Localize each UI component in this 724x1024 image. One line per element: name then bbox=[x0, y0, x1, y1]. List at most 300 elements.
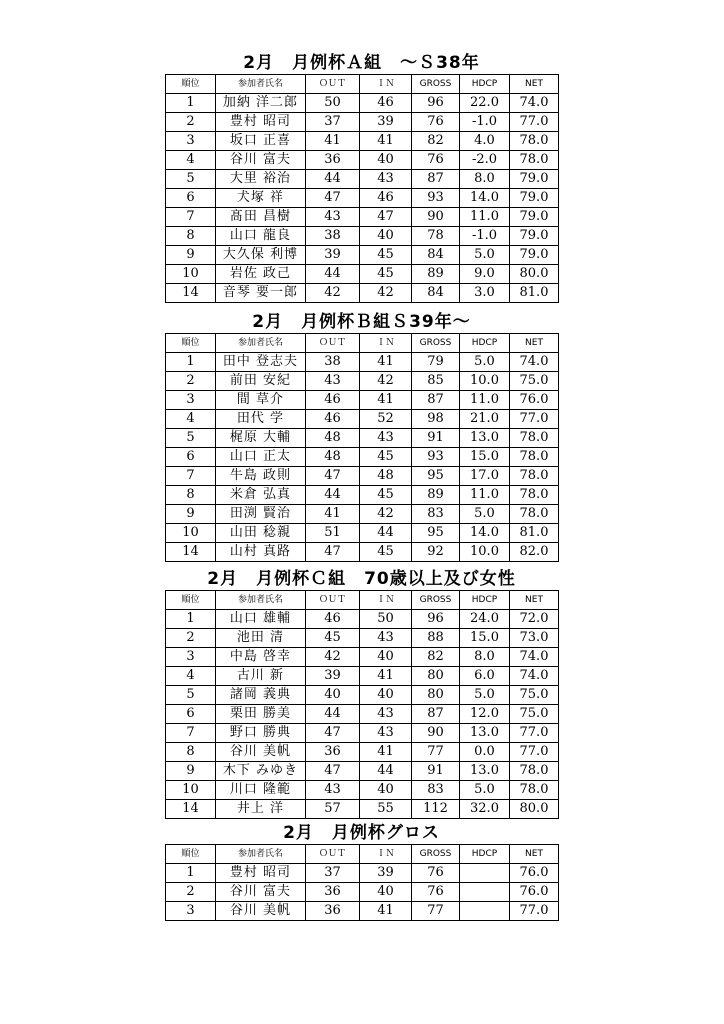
net-cell: 78.0 bbox=[510, 781, 559, 800]
out-cell: 42 bbox=[306, 648, 360, 667]
player-name-cell: 木下 みゆき bbox=[216, 762, 306, 781]
table-header-row bbox=[166, 591, 559, 610]
table-row bbox=[166, 265, 559, 284]
hdcp-cell: 21.0 bbox=[460, 410, 510, 429]
out-cell: 44 bbox=[306, 486, 360, 505]
hdcp-cell: 15.0 bbox=[460, 629, 510, 648]
column-header: 参加者氏名 bbox=[216, 591, 306, 610]
out-cell: 44 bbox=[306, 170, 360, 189]
out-cell: 41 bbox=[306, 505, 360, 524]
table-row bbox=[166, 448, 559, 467]
table-row bbox=[166, 227, 559, 246]
player-name-cell: 山口 龍良 bbox=[216, 227, 306, 246]
table-row bbox=[166, 505, 559, 524]
table-row bbox=[166, 284, 559, 303]
column-header: 参加者氏名 bbox=[216, 845, 306, 864]
table-row bbox=[166, 132, 559, 151]
net-cell: 74.0 bbox=[510, 667, 559, 686]
table-row bbox=[166, 353, 559, 372]
section-gross bbox=[165, 822, 558, 921]
out-cell: 57 bbox=[306, 800, 360, 819]
rank-cell: 5 bbox=[166, 429, 216, 448]
results-table bbox=[165, 590, 559, 819]
net-cell: 78.0 bbox=[510, 151, 559, 170]
hdcp-cell: 10.0 bbox=[460, 372, 510, 391]
table-row bbox=[166, 610, 559, 629]
in-cell: 43 bbox=[360, 629, 412, 648]
rank-cell: 5 bbox=[166, 686, 216, 705]
out-cell: 50 bbox=[306, 94, 360, 113]
column-header: 順位 bbox=[166, 591, 216, 610]
hdcp-cell bbox=[460, 902, 510, 921]
table-row bbox=[166, 705, 559, 724]
out-cell: 43 bbox=[306, 781, 360, 800]
hdcp-cell: 32.0 bbox=[460, 800, 510, 819]
net-cell: 79.0 bbox=[510, 246, 559, 265]
table-header-row bbox=[166, 845, 559, 864]
in-cell: 45 bbox=[360, 448, 412, 467]
hdcp-cell bbox=[460, 864, 510, 883]
player-name-cell: 野口 勝典 bbox=[216, 724, 306, 743]
section-title: 2月 月例杯Ｃ組 70歳以上及び女性 bbox=[207, 569, 516, 589]
in-cell: 40 bbox=[360, 883, 412, 902]
column-header: 参加者氏名 bbox=[216, 75, 306, 94]
out-cell: 47 bbox=[306, 189, 360, 208]
rank-cell: 1 bbox=[166, 610, 216, 629]
gross-cell: 76 bbox=[412, 864, 460, 883]
hdcp-cell: 5.0 bbox=[460, 781, 510, 800]
table-row bbox=[166, 743, 559, 762]
rank-cell: 4 bbox=[166, 667, 216, 686]
out-cell: 47 bbox=[306, 467, 360, 486]
player-name-cell: 谷川 美帆 bbox=[216, 902, 306, 921]
table-row bbox=[166, 391, 559, 410]
table-row bbox=[166, 410, 559, 429]
rank-cell: 5 bbox=[166, 170, 216, 189]
player-name-cell: 谷川 富夫 bbox=[216, 883, 306, 902]
hdcp-cell: 10.0 bbox=[460, 543, 510, 562]
net-cell: 81.0 bbox=[510, 524, 559, 543]
net-cell: 77.0 bbox=[510, 902, 559, 921]
gross-cell: 77 bbox=[412, 902, 460, 921]
table-row bbox=[166, 724, 559, 743]
hdcp-cell: 11.0 bbox=[460, 391, 510, 410]
table-row bbox=[166, 648, 559, 667]
in-cell: 41 bbox=[360, 902, 412, 921]
player-name-cell: 岩佐 政己 bbox=[216, 265, 306, 284]
table-row bbox=[166, 94, 559, 113]
gross-cell: 83 bbox=[412, 781, 460, 800]
net-cell: 79.0 bbox=[510, 208, 559, 227]
section-a bbox=[165, 52, 558, 303]
hdcp-cell: 6.0 bbox=[460, 667, 510, 686]
gross-cell: 76 bbox=[412, 883, 460, 902]
out-cell: 51 bbox=[306, 524, 360, 543]
gross-cell: 77 bbox=[412, 743, 460, 762]
net-cell: 77.0 bbox=[510, 113, 559, 132]
net-cell: 80.0 bbox=[510, 800, 559, 819]
in-cell: 42 bbox=[360, 372, 412, 391]
hdcp-cell: 5.0 bbox=[460, 505, 510, 524]
player-name-cell: 山田 稔親 bbox=[216, 524, 306, 543]
rank-cell: 4 bbox=[166, 410, 216, 429]
table-row bbox=[166, 762, 559, 781]
gross-cell: 96 bbox=[412, 94, 460, 113]
column-header: NET bbox=[510, 334, 559, 353]
in-cell: 43 bbox=[360, 170, 412, 189]
player-name-cell: 坂口 正喜 bbox=[216, 132, 306, 151]
gross-cell: 90 bbox=[412, 724, 460, 743]
in-cell: 41 bbox=[360, 667, 412, 686]
out-cell: 36 bbox=[306, 883, 360, 902]
rank-cell: 4 bbox=[166, 151, 216, 170]
net-cell: 74.0 bbox=[510, 648, 559, 667]
out-cell: 47 bbox=[306, 543, 360, 562]
player-name-cell: 豊村 昭司 bbox=[216, 113, 306, 132]
column-header: NET bbox=[510, 591, 559, 610]
out-cell: 48 bbox=[306, 448, 360, 467]
column-header: 順位 bbox=[166, 845, 216, 864]
player-name-cell: 諸岡 義典 bbox=[216, 686, 306, 705]
section-c bbox=[165, 568, 558, 819]
table-row bbox=[166, 429, 559, 448]
table-row bbox=[166, 151, 559, 170]
gross-cell: 87 bbox=[412, 391, 460, 410]
in-cell: 41 bbox=[360, 353, 412, 372]
out-cell: 38 bbox=[306, 353, 360, 372]
in-cell: 44 bbox=[360, 762, 412, 781]
in-cell: 43 bbox=[360, 705, 412, 724]
in-cell: 45 bbox=[360, 246, 412, 265]
player-name-cell: 川口 隆範 bbox=[216, 781, 306, 800]
hdcp-cell: 4.0 bbox=[460, 132, 510, 151]
gross-cell: 98 bbox=[412, 410, 460, 429]
column-header: ＯＵＴ bbox=[306, 75, 360, 94]
out-cell: 41 bbox=[306, 132, 360, 151]
column-header: GROSS bbox=[412, 334, 460, 353]
table-row bbox=[166, 902, 559, 921]
player-name-cell: 髙田 昌樹 bbox=[216, 208, 306, 227]
gross-cell: 95 bbox=[412, 524, 460, 543]
rank-cell: 10 bbox=[166, 265, 216, 284]
column-header: GROSS bbox=[412, 591, 460, 610]
table-row bbox=[166, 524, 559, 543]
net-cell: 79.0 bbox=[510, 189, 559, 208]
gross-cell: 85 bbox=[412, 372, 460, 391]
gross-cell: 91 bbox=[412, 429, 460, 448]
gross-cell: 89 bbox=[412, 486, 460, 505]
hdcp-cell: 3.0 bbox=[460, 284, 510, 303]
column-header: ＩＮ bbox=[360, 334, 412, 353]
rank-cell: 6 bbox=[166, 705, 216, 724]
gross-cell: 93 bbox=[412, 448, 460, 467]
player-name-cell: 中島 啓幸 bbox=[216, 648, 306, 667]
hdcp-cell bbox=[460, 883, 510, 902]
player-name-cell: 間 草介 bbox=[216, 391, 306, 410]
column-header: ＩＮ bbox=[360, 591, 412, 610]
in-cell: 42 bbox=[360, 284, 412, 303]
player-name-cell: 栗田 勝美 bbox=[216, 705, 306, 724]
out-cell: 48 bbox=[306, 429, 360, 448]
table-header-row bbox=[166, 334, 559, 353]
gross-cell: 92 bbox=[412, 543, 460, 562]
player-name-cell: 田代 学 bbox=[216, 410, 306, 429]
gross-cell: 84 bbox=[412, 246, 460, 265]
out-cell: 37 bbox=[306, 113, 360, 132]
hdcp-cell: -1.0 bbox=[460, 227, 510, 246]
in-cell: 45 bbox=[360, 543, 412, 562]
in-cell: 43 bbox=[360, 429, 412, 448]
in-cell: 47 bbox=[360, 208, 412, 227]
table-row bbox=[166, 629, 559, 648]
column-header: ＩＮ bbox=[360, 845, 412, 864]
rank-cell: 2 bbox=[166, 883, 216, 902]
net-cell: 78.0 bbox=[510, 467, 559, 486]
rank-cell: 1 bbox=[166, 353, 216, 372]
out-cell: 39 bbox=[306, 667, 360, 686]
player-name-cell: 大里 裕治 bbox=[216, 170, 306, 189]
table-header-row bbox=[166, 75, 559, 94]
rank-cell: 3 bbox=[166, 391, 216, 410]
player-name-cell: 山村 真路 bbox=[216, 543, 306, 562]
table-row bbox=[166, 189, 559, 208]
gross-cell: 84 bbox=[412, 284, 460, 303]
rank-cell: 8 bbox=[166, 486, 216, 505]
in-cell: 39 bbox=[360, 113, 412, 132]
net-cell: 77.0 bbox=[510, 410, 559, 429]
in-cell: 40 bbox=[360, 227, 412, 246]
rank-cell: 14 bbox=[166, 543, 216, 562]
out-cell: 46 bbox=[306, 610, 360, 629]
net-cell: 78.0 bbox=[510, 762, 559, 781]
hdcp-cell: 13.0 bbox=[460, 724, 510, 743]
player-name-cell: 梶原 大輔 bbox=[216, 429, 306, 448]
rank-cell: 9 bbox=[166, 505, 216, 524]
net-cell: 75.0 bbox=[510, 372, 559, 391]
gross-cell: 82 bbox=[412, 648, 460, 667]
net-cell: 76.0 bbox=[510, 391, 559, 410]
rank-cell: 9 bbox=[166, 762, 216, 781]
out-cell: 45 bbox=[306, 629, 360, 648]
column-header: HDCP bbox=[460, 334, 510, 353]
out-cell: 46 bbox=[306, 391, 360, 410]
net-cell: 78.0 bbox=[510, 505, 559, 524]
rank-cell: 6 bbox=[166, 189, 216, 208]
rank-cell: 3 bbox=[166, 132, 216, 151]
table-row bbox=[166, 543, 559, 562]
hdcp-cell: 11.0 bbox=[460, 208, 510, 227]
gross-cell: 80 bbox=[412, 686, 460, 705]
player-name-cell: 山口 正太 bbox=[216, 448, 306, 467]
gross-cell: 91 bbox=[412, 762, 460, 781]
rank-cell: 7 bbox=[166, 208, 216, 227]
net-cell: 72.0 bbox=[510, 610, 559, 629]
player-name-cell: 大久保 利博 bbox=[216, 246, 306, 265]
in-cell: 48 bbox=[360, 467, 412, 486]
player-name-cell: 犬塚 祥 bbox=[216, 189, 306, 208]
rank-cell: 8 bbox=[166, 743, 216, 762]
in-cell: 40 bbox=[360, 648, 412, 667]
rank-cell: 8 bbox=[166, 227, 216, 246]
hdcp-cell: 5.0 bbox=[460, 353, 510, 372]
out-cell: 42 bbox=[306, 284, 360, 303]
hdcp-cell: 12.0 bbox=[460, 705, 510, 724]
rank-cell: 6 bbox=[166, 448, 216, 467]
net-cell: 74.0 bbox=[510, 94, 559, 113]
section-title: 2月 月例杯Ｂ組Ｓ39年～ bbox=[252, 312, 471, 332]
player-name-cell: 豊村 昭司 bbox=[216, 864, 306, 883]
in-cell: 40 bbox=[360, 151, 412, 170]
player-name-cell: 池田 清 bbox=[216, 629, 306, 648]
column-header: HDCP bbox=[460, 75, 510, 94]
section-title: 2月 月例杯Ａ組 ～Ｓ38年 bbox=[243, 53, 480, 73]
table-row bbox=[166, 113, 559, 132]
table-row bbox=[166, 800, 559, 819]
player-name-cell: 牛島 政則 bbox=[216, 467, 306, 486]
hdcp-cell: 8.0 bbox=[460, 170, 510, 189]
out-cell: 36 bbox=[306, 743, 360, 762]
net-cell: 78.0 bbox=[510, 486, 559, 505]
out-cell: 36 bbox=[306, 151, 360, 170]
player-name-cell: 谷川 富夫 bbox=[216, 151, 306, 170]
gross-cell: 83 bbox=[412, 505, 460, 524]
in-cell: 50 bbox=[360, 610, 412, 629]
gross-cell: 88 bbox=[412, 629, 460, 648]
net-cell: 78.0 bbox=[510, 132, 559, 151]
gross-cell: 90 bbox=[412, 208, 460, 227]
rank-cell: 10 bbox=[166, 781, 216, 800]
in-cell: 55 bbox=[360, 800, 412, 819]
hdcp-cell: 14.0 bbox=[460, 524, 510, 543]
player-name-cell: 谷川 美帆 bbox=[216, 743, 306, 762]
section-title: 2月 月例杯グロス bbox=[283, 823, 440, 843]
rank-cell: 3 bbox=[166, 648, 216, 667]
hdcp-cell: -1.0 bbox=[460, 113, 510, 132]
player-name-cell: 音琴 要一郎 bbox=[216, 284, 306, 303]
net-cell: 82.0 bbox=[510, 543, 559, 562]
rank-cell: 14 bbox=[166, 800, 216, 819]
gross-cell: 82 bbox=[412, 132, 460, 151]
in-cell: 46 bbox=[360, 94, 412, 113]
player-name-cell: 田中 登志夫 bbox=[216, 353, 306, 372]
gross-cell: 76 bbox=[412, 113, 460, 132]
net-cell: 78.0 bbox=[510, 429, 559, 448]
net-cell: 73.0 bbox=[510, 629, 559, 648]
gross-cell: 95 bbox=[412, 467, 460, 486]
gross-cell: 96 bbox=[412, 610, 460, 629]
column-header: 参加者氏名 bbox=[216, 334, 306, 353]
net-cell: 78.0 bbox=[510, 448, 559, 467]
rank-cell: 2 bbox=[166, 113, 216, 132]
results-table bbox=[165, 74, 559, 303]
table-row bbox=[166, 208, 559, 227]
net-cell: 77.0 bbox=[510, 724, 559, 743]
gross-cell: 93 bbox=[412, 189, 460, 208]
hdcp-cell: 13.0 bbox=[460, 762, 510, 781]
column-header: GROSS bbox=[412, 75, 460, 94]
out-cell: 36 bbox=[306, 902, 360, 921]
results-table bbox=[165, 333, 559, 562]
net-cell: 81.0 bbox=[510, 284, 559, 303]
table-row bbox=[166, 170, 559, 189]
hdcp-cell: 13.0 bbox=[460, 429, 510, 448]
in-cell: 41 bbox=[360, 391, 412, 410]
in-cell: 41 bbox=[360, 743, 412, 762]
gross-cell: 78 bbox=[412, 227, 460, 246]
hdcp-cell: 14.0 bbox=[460, 189, 510, 208]
rank-cell: 1 bbox=[166, 864, 216, 883]
column-header: 順位 bbox=[166, 75, 216, 94]
gross-cell: 87 bbox=[412, 170, 460, 189]
rank-cell: 7 bbox=[166, 467, 216, 486]
in-cell: 46 bbox=[360, 189, 412, 208]
gross-cell: 80 bbox=[412, 667, 460, 686]
hdcp-cell: 15.0 bbox=[460, 448, 510, 467]
player-name-cell: 米倉 弘真 bbox=[216, 486, 306, 505]
column-header: ＯＵＴ bbox=[306, 591, 360, 610]
table-row bbox=[166, 883, 559, 902]
out-cell: 44 bbox=[306, 705, 360, 724]
hdcp-cell: -2.0 bbox=[460, 151, 510, 170]
player-name-cell: 山口 雄輔 bbox=[216, 610, 306, 629]
column-header: GROSS bbox=[412, 845, 460, 864]
out-cell: 38 bbox=[306, 227, 360, 246]
net-cell: 75.0 bbox=[510, 686, 559, 705]
player-name-cell: 前田 安紀 bbox=[216, 372, 306, 391]
rank-cell: 10 bbox=[166, 524, 216, 543]
player-name-cell: 加納 洋二郎 bbox=[216, 94, 306, 113]
column-header: HDCP bbox=[460, 591, 510, 610]
net-cell: 76.0 bbox=[510, 883, 559, 902]
gross-cell: 112 bbox=[412, 800, 460, 819]
in-cell: 42 bbox=[360, 505, 412, 524]
column-header: ＯＵＴ bbox=[306, 845, 360, 864]
table-row bbox=[166, 486, 559, 505]
net-cell: 74.0 bbox=[510, 353, 559, 372]
in-cell: 44 bbox=[360, 524, 412, 543]
column-header: NET bbox=[510, 845, 559, 864]
rank-cell: 7 bbox=[166, 724, 216, 743]
player-name-cell: 古川 新 bbox=[216, 667, 306, 686]
results-table bbox=[165, 844, 559, 921]
section-b bbox=[165, 311, 558, 562]
out-cell: 46 bbox=[306, 410, 360, 429]
net-cell: 77.0 bbox=[510, 743, 559, 762]
table-row bbox=[166, 864, 559, 883]
rank-cell: 2 bbox=[166, 629, 216, 648]
column-header: NET bbox=[510, 75, 559, 94]
hdcp-cell: 24.0 bbox=[460, 610, 510, 629]
hdcp-cell: 5.0 bbox=[460, 246, 510, 265]
in-cell: 40 bbox=[360, 686, 412, 705]
net-cell: 75.0 bbox=[510, 705, 559, 724]
in-cell: 52 bbox=[360, 410, 412, 429]
table-row bbox=[166, 372, 559, 391]
net-cell: 80.0 bbox=[510, 265, 559, 284]
out-cell: 47 bbox=[306, 724, 360, 743]
out-cell: 40 bbox=[306, 686, 360, 705]
rank-cell: 14 bbox=[166, 284, 216, 303]
hdcp-cell: 8.0 bbox=[460, 648, 510, 667]
table-row bbox=[166, 686, 559, 705]
in-cell: 39 bbox=[360, 864, 412, 883]
in-cell: 40 bbox=[360, 781, 412, 800]
column-header: HDCP bbox=[460, 845, 510, 864]
in-cell: 43 bbox=[360, 724, 412, 743]
out-cell: 39 bbox=[306, 246, 360, 265]
gross-cell: 79 bbox=[412, 353, 460, 372]
rank-cell: 1 bbox=[166, 94, 216, 113]
